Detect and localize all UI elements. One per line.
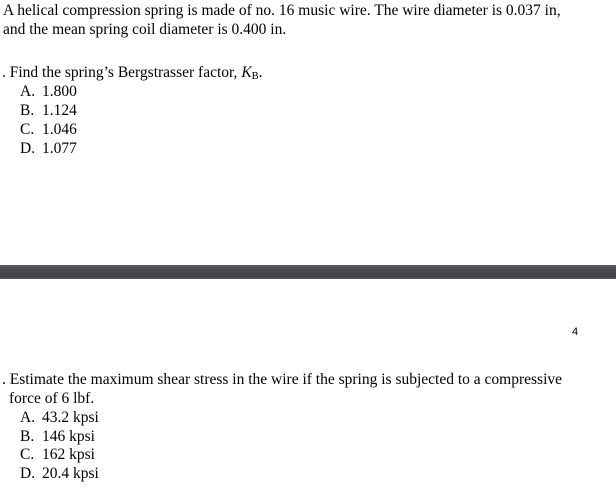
option-c[interactable] [20,446,99,465]
page-number: 4 [572,326,579,338]
problem-statement-line-2: and the mean spring coil diameter is 0.400 in. [3,21,287,38]
option-letter: D. [20,140,36,157]
problem-statement-line-1: A helical compression spring is made of no. 16 music wire. The wire diameter is 0.037 in, [3,2,561,19]
option-a[interactable] [20,409,99,428]
option-letter: A. [20,409,36,426]
option-letter: B. [20,427,35,445]
question-shear-stress-line-1: . Estimate the maximum shear stress in the wire if the spring is subjected to a compressive [2,371,563,388]
question-1-options [20,82,77,158]
option-text: 1.077 [42,140,77,157]
option-letter: C. [20,121,35,138]
question-suffix: . [258,64,263,81]
option-text: 162 kpsi [42,446,95,463]
question-prefix: . Find the spring’s Bergstrasser factor, [2,64,242,81]
option-b[interactable] [20,101,77,120]
question-2-options [20,409,99,483]
option-letter: C. [20,446,35,463]
option-a[interactable] [20,82,77,101]
problem-statement [3,1,561,39]
option-text: 146 kpsi [42,427,95,445]
option-b[interactable] [20,428,99,447]
option-c[interactable] [20,120,77,139]
option-text: 43.2 kpsi [42,409,99,426]
option-d[interactable] [20,465,99,484]
option-letter: B. [20,102,35,119]
page-bottom [0,279,616,489]
option-text: 1.800 [42,83,77,100]
option-text: 1.124 [42,102,77,119]
question-symbol-subscript: B [251,71,259,82]
option-d[interactable] [20,139,77,158]
option-text: 20.4 kpsi [42,464,99,482]
question-shear-stress-line-2: force of 6 lbf. [9,390,95,407]
option-letter: A. [20,83,36,100]
page-separator [0,265,616,279]
option-letter: D. [20,464,36,482]
option-text: 1.046 [42,121,77,138]
question-symbol: K [241,64,252,81]
